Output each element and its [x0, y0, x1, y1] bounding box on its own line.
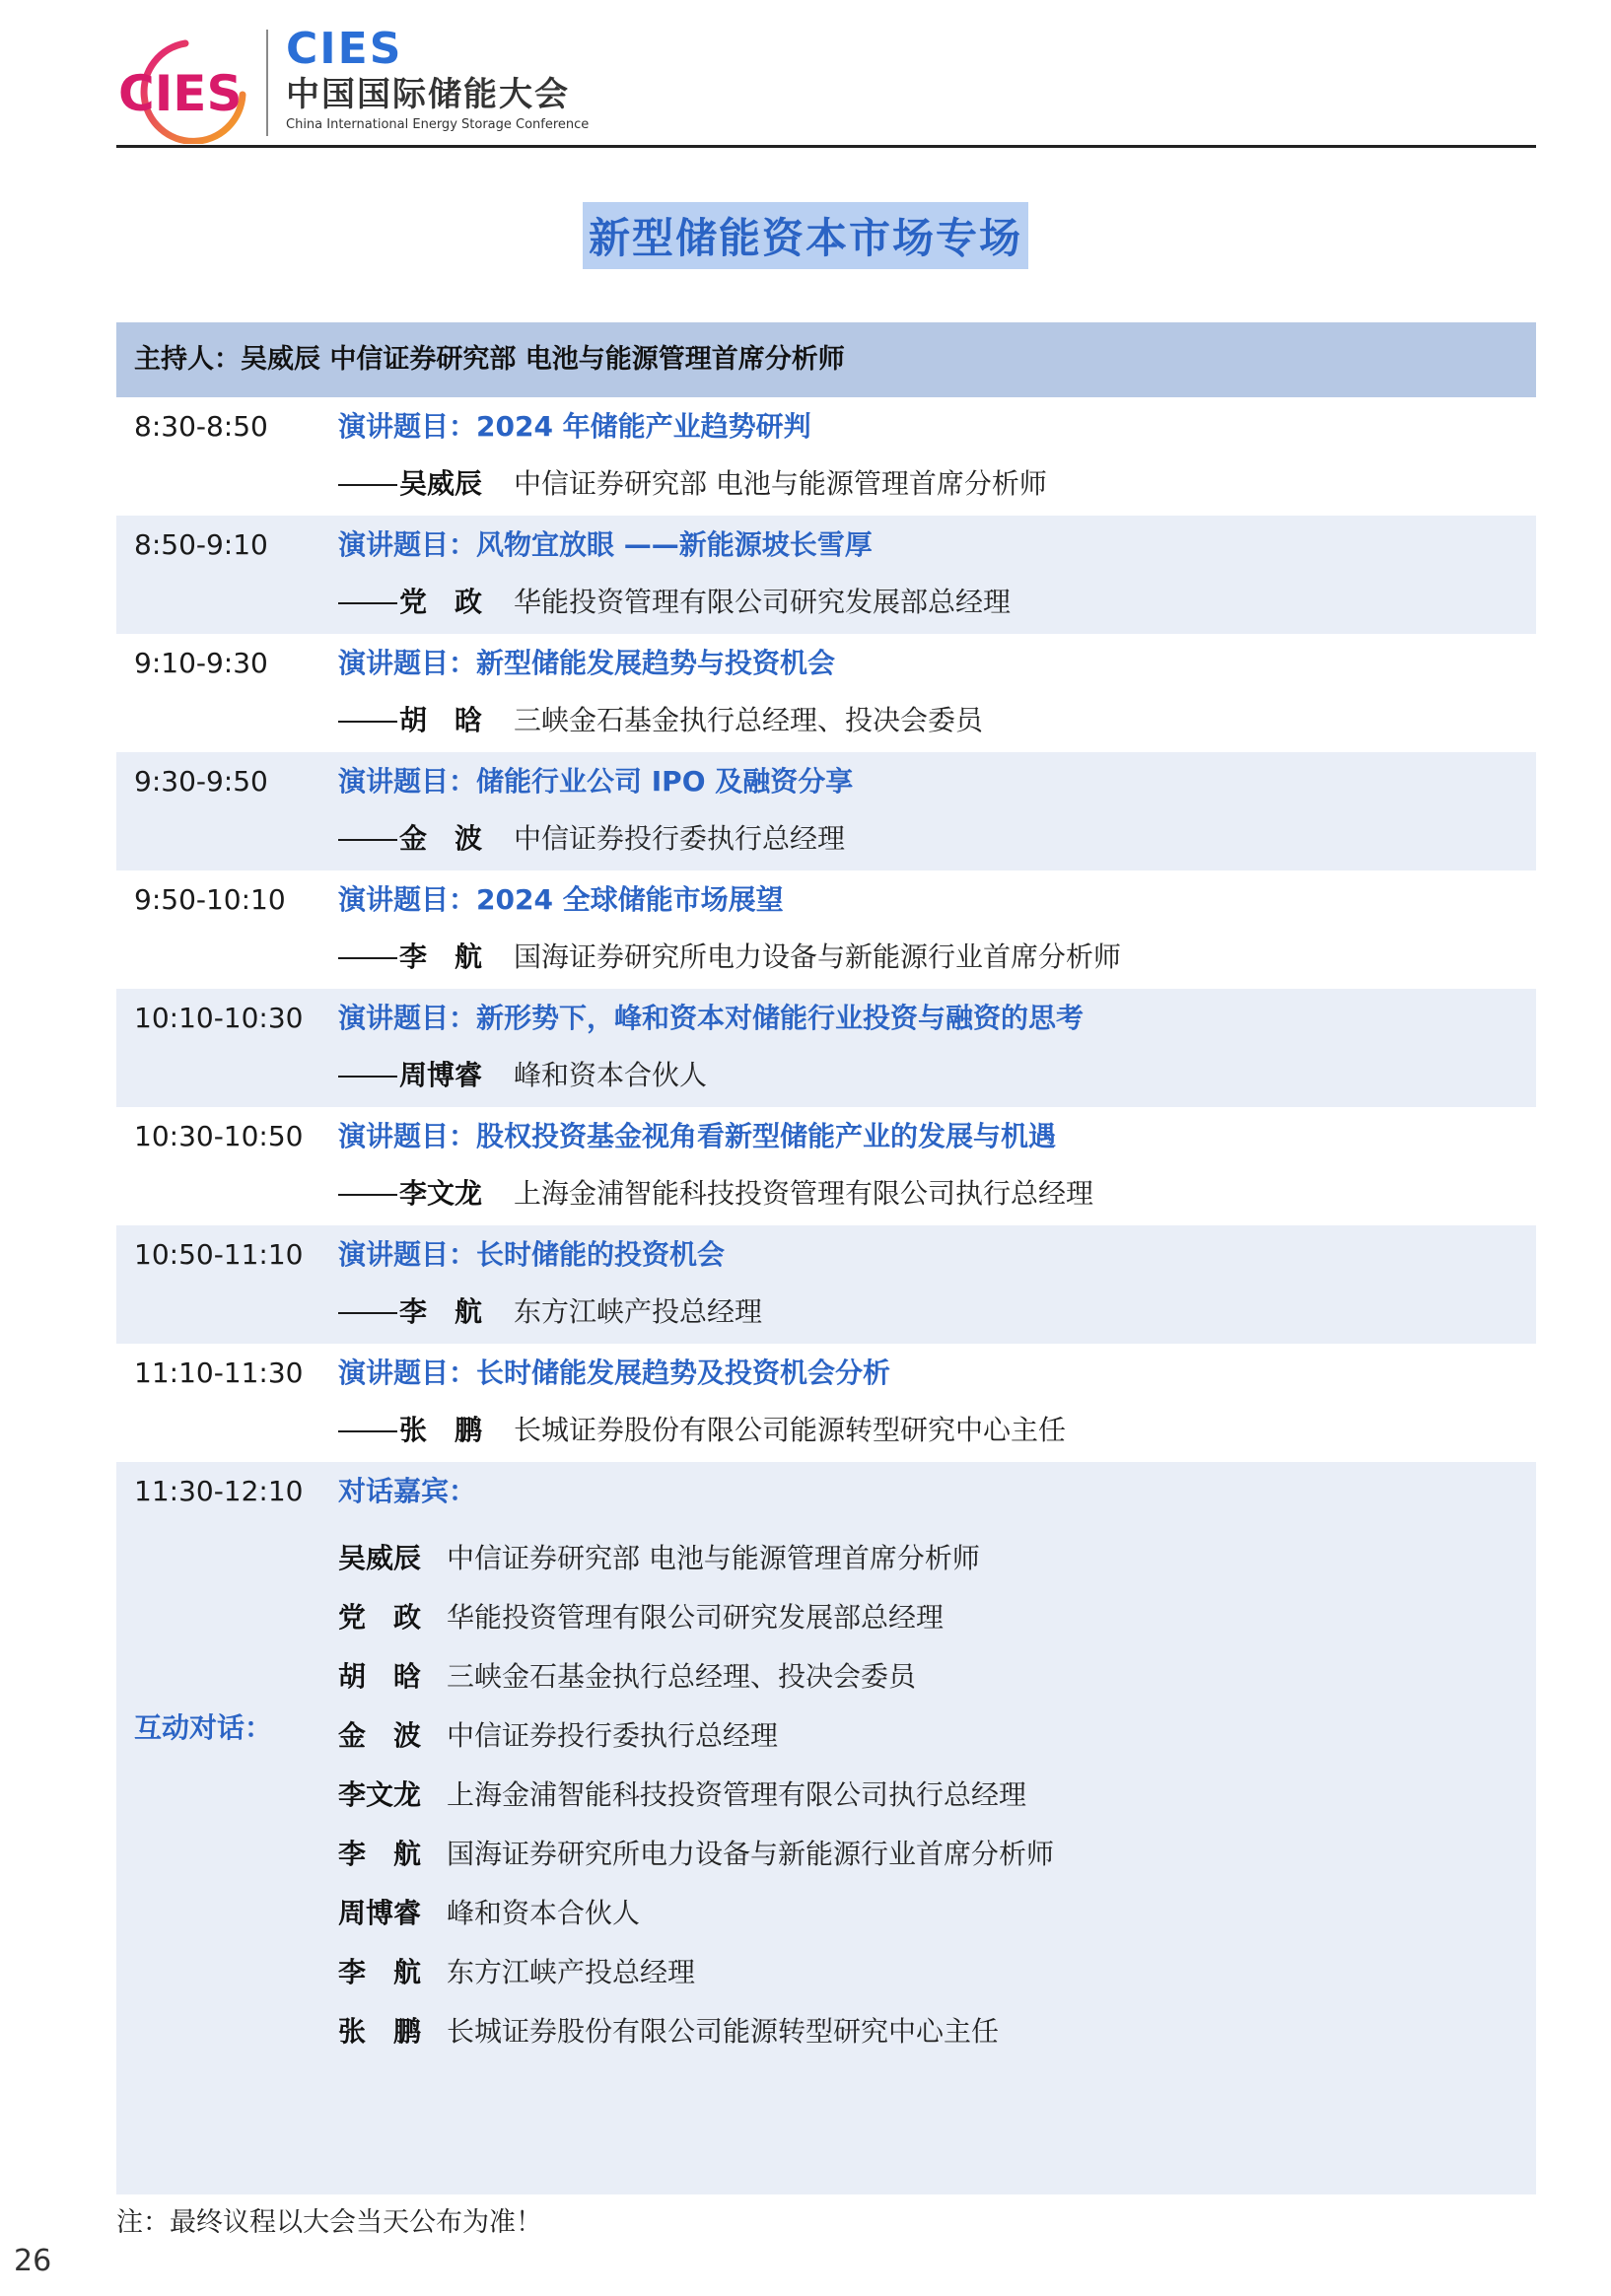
dash-mark [338, 839, 397, 841]
guest-name: 胡 晗 [338, 1660, 422, 1693]
session-speaker [338, 1172, 1093, 1216]
guest-item [338, 1766, 1054, 1825]
interactive-dialog-label: 互动对话： [134, 1711, 273, 1744]
speaker-title: 三峡金石基金执行总经理、投决会委员 [514, 704, 984, 736]
session-topic: 演讲题目：2024 全球储能市场展望 [338, 883, 784, 916]
guest-title: 华能投资管理有限公司研究发展部总经理 [447, 1601, 945, 1634]
session-time: 9:10-9:30 [134, 647, 268, 679]
session-topic: 演讲题目：长时储能的投资机会 [338, 1238, 726, 1271]
session-time: 9:50-10:10 [134, 883, 286, 916]
guest-title: 东方江峡产投总经理 [447, 1956, 696, 1988]
guest-item [338, 1706, 1054, 1766]
guest-title: 三峡金石基金执行总经理、投决会委员 [447, 1660, 917, 1693]
dash-mark [338, 721, 397, 723]
brand-name-cn: 中国国际储能大会 [286, 75, 570, 114]
session-topic: 演讲题目：新形势下，峰和资本对储能行业投资与融资的思考 [338, 1002, 1085, 1034]
guest-item [338, 1647, 1054, 1706]
speaker-name: 周博睿 [399, 1059, 483, 1091]
dash-mark [338, 1312, 397, 1314]
dash-mark [338, 602, 397, 604]
speaker-title: 中信证券研究部 电池与能源管理首席分析师 [514, 467, 1047, 500]
speaker-title: 中信证券投行委执行总经理 [514, 822, 846, 855]
speaker-name: 张 鹏 [399, 1414, 483, 1446]
guest-name: 张 鹏 [338, 2015, 422, 2048]
speaker-name: 胡 晗 [399, 704, 483, 736]
session-speaker [338, 817, 845, 861]
session-speaker [338, 1054, 707, 1097]
speaker-name: 金 波 [399, 822, 483, 855]
session-time: 10:10-10:30 [134, 1002, 304, 1034]
dash-mark [338, 957, 397, 959]
session-speaker [338, 462, 1047, 506]
session-row [116, 634, 1536, 752]
session-speaker [338, 936, 1121, 979]
session-topic: 演讲题目：新型储能发展趋势与投资机会 [338, 647, 836, 679]
session-topic: 演讲题目：长时储能发展趋势及投资机会分析 [338, 1357, 891, 1389]
brand-abbrev: CIES [286, 24, 403, 74]
session-row [116, 1107, 1536, 1225]
session-row [116, 397, 1536, 516]
guest-name: 党 政 [338, 1601, 422, 1634]
speaker-name: 党 政 [399, 586, 483, 618]
brand-name-en: China International Energy Storage Conference [286, 117, 590, 132]
guest-item [338, 1588, 1054, 1647]
speaker-name: 吴威辰 [399, 467, 483, 500]
guest-list [338, 1529, 1054, 2061]
title-text: 新型储能资本市场专场 [583, 202, 1028, 269]
cies-logo-icon [116, 35, 254, 144]
guest-item [338, 1943, 1054, 2002]
svg-text:CIES: CIES [118, 65, 243, 122]
dialog-guests-label: 对话嘉宾： [338, 1475, 477, 1507]
session-row [116, 1225, 1536, 1344]
session-topic: 演讲题目：股权投资基金视角看新型储能产业的发展与机遇 [338, 1120, 1057, 1152]
session-row [116, 752, 1536, 870]
page-header [116, 26, 1536, 148]
guest-name: 吴威辰 [338, 1542, 422, 1574]
guest-title: 长城证券股份有限公司能源转型研究中心主任 [447, 2015, 1000, 2048]
dash-mark [338, 1076, 397, 1078]
guest-item [338, 1884, 1054, 1943]
session-time: 9:30-9:50 [134, 765, 268, 798]
guest-name: 李 航 [338, 1956, 422, 1988]
session-time: 11:10-11:30 [134, 1357, 304, 1389]
speaker-name: 李 航 [399, 940, 483, 973]
guest-title: 中信证券研究部 电池与能源管理首席分析师 [447, 1542, 980, 1574]
page-number: 26 [14, 2244, 52, 2278]
session-row [116, 516, 1536, 634]
session-topic: 演讲题目：储能行业公司 IPO 及融资分享 [338, 765, 854, 798]
guest-item [338, 1529, 1054, 1588]
dialog-session [116, 1462, 1536, 2194]
speaker-title: 东方江峡产投总经理 [514, 1295, 763, 1328]
session-topic: 演讲题目：2024 年储能产业趋势研判 [338, 410, 811, 443]
session-topic: 演讲题目：风物宜放眼 ——新能源坡长雪厚 [338, 528, 873, 561]
dash-mark [338, 1194, 397, 1196]
session-time: 8:30-8:50 [134, 410, 268, 443]
session-speaker [338, 1409, 1066, 1452]
session-time: 8:50-9:10 [134, 528, 268, 561]
guest-item [338, 2002, 1054, 2061]
agenda-table [116, 322, 1536, 2194]
guest-item [338, 1825, 1054, 1884]
session-row [116, 989, 1536, 1107]
speaker-title: 国海证券研究所电力设备与新能源行业首席分析师 [514, 940, 1122, 973]
session-time: 11:30-12:10 [134, 1475, 304, 1507]
page-title [0, 202, 1611, 269]
guest-name: 周博睿 [338, 1897, 422, 1929]
speaker-title: 峰和资本合伙人 [514, 1059, 708, 1091]
session-row [116, 1344, 1536, 1462]
guest-title: 中信证券投行委执行总经理 [447, 1719, 779, 1752]
dash-mark [338, 484, 397, 486]
session-speaker [338, 1290, 762, 1334]
session-time: 10:50-11:10 [134, 1238, 304, 1271]
speaker-title: 华能投资管理有限公司研究发展部总经理 [514, 586, 1012, 618]
logo-text [286, 26, 589, 134]
guest-title: 上海金浦智能科技投资管理有限公司执行总经理 [447, 1778, 1027, 1811]
speaker-name: 李文龙 [399, 1177, 483, 1210]
session-row [116, 870, 1536, 989]
footnote: 注：最终议程以大会当天公布为准！ [116, 2207, 542, 2238]
guest-name: 李 航 [338, 1838, 422, 1870]
guest-title: 国海证券研究所电力设备与新能源行业首席分析师 [447, 1838, 1055, 1870]
guest-name: 李文龙 [338, 1778, 422, 1811]
host-row: 主持人：吴威辰 中信证券研究部 电池与能源管理首席分析师 [116, 322, 1536, 397]
session-speaker [338, 699, 983, 742]
header-rule [116, 145, 1536, 148]
dash-mark [338, 1430, 397, 1432]
logo-divider [266, 30, 268, 136]
speaker-title: 上海金浦智能科技投资管理有限公司执行总经理 [514, 1177, 1094, 1210]
speaker-name: 李 航 [399, 1295, 483, 1328]
speaker-title: 长城证券股份有限公司能源转型研究中心主任 [514, 1414, 1067, 1446]
guest-title: 峰和资本合伙人 [447, 1897, 641, 1929]
session-time: 10:30-10:50 [134, 1120, 304, 1152]
guest-name: 金 波 [338, 1719, 422, 1752]
session-speaker [338, 581, 1011, 624]
